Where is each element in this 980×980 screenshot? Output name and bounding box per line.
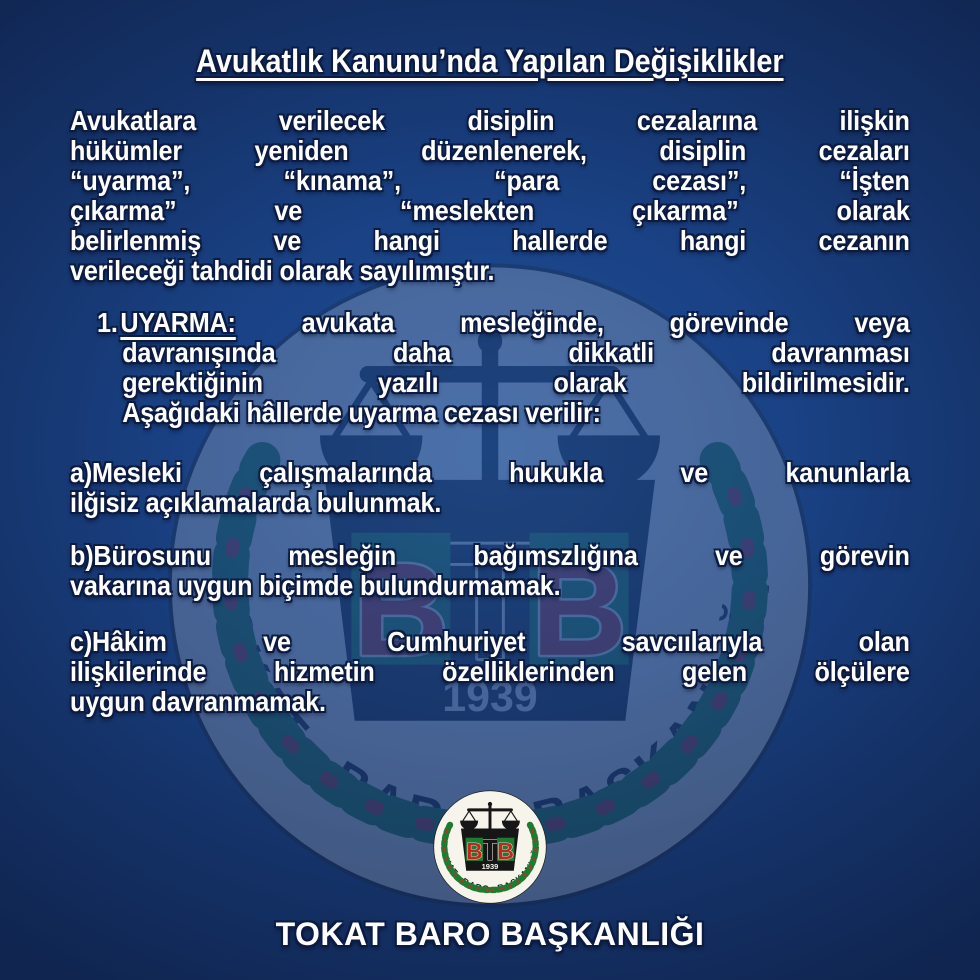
text-line: Aşağıdaki hâllerde uyarma cezası verilir:: [122, 397, 601, 428]
footer-title: TOKAT BARO BAŞKANLIĞI: [275, 916, 705, 952]
numbered-item-1: [97, 307, 910, 428]
text-line: Avukatlara verilecek disiplin cezalarına ilişkin: [70, 105, 910, 136]
text-line: verileceği tahdidi olarak sayılımıştır.: [70, 255, 495, 286]
text-line: c)Hâkim ve Cumhuriyet savcıılarıyla olan: [70, 626, 910, 657]
text-line: uygun davranmamak.: [70, 686, 326, 717]
text-line: ilişkilerinde hizmetin özelliklerinden gelen ölçülere: [70, 656, 910, 687]
text-line: vakarına uygun biçimde bulundurmamak.: [70, 570, 561, 601]
text-line: ilğisiz açıklamalarda bulunmak.: [70, 487, 442, 518]
clause-b: [70, 541, 910, 601]
text-line: [97, 308, 910, 338]
text-line: çıkarma” ve “meslekten çıkarma” olarak: [70, 195, 910, 226]
text-line: a)Mesleki çalışmalarında hukukla ve kanunlarla: [70, 457, 910, 488]
text-line: hükümler yeniden düzenlenerek, disiplin cezaları: [70, 135, 910, 166]
intro-paragraph: [70, 106, 910, 286]
poster-title: [70, 42, 910, 80]
clause-a: [70, 458, 910, 518]
poster-title-text: Avukatlık Kanunu’nda Yapılan Değişiklikler: [196, 43, 784, 79]
text-line: b)Bürosunu mesleğin bağımszlığına ve görevin: [70, 540, 910, 571]
item-first-line-text: avukata mesleğinde, görevinde veya: [301, 307, 910, 338]
text-line: belirlenmiş ve hangi hallerde hangi cezanın: [70, 225, 910, 256]
footer-logo: [70, 789, 910, 905]
text-line: gerektiğinin yazılı olarak bildirilmesidir.: [122, 367, 910, 398]
item-number: 1.: [97, 307, 118, 338]
clause-c: [70, 627, 910, 717]
item-keyword: UYARMA:: [120, 307, 236, 338]
numbered-item-1-continuation: [122, 338, 909, 428]
text-line: davranışında daha dikkatli davranması: [122, 337, 910, 368]
text-line: “uyarma”, “kınama”, “para cezası”, “İşten: [70, 165, 910, 196]
